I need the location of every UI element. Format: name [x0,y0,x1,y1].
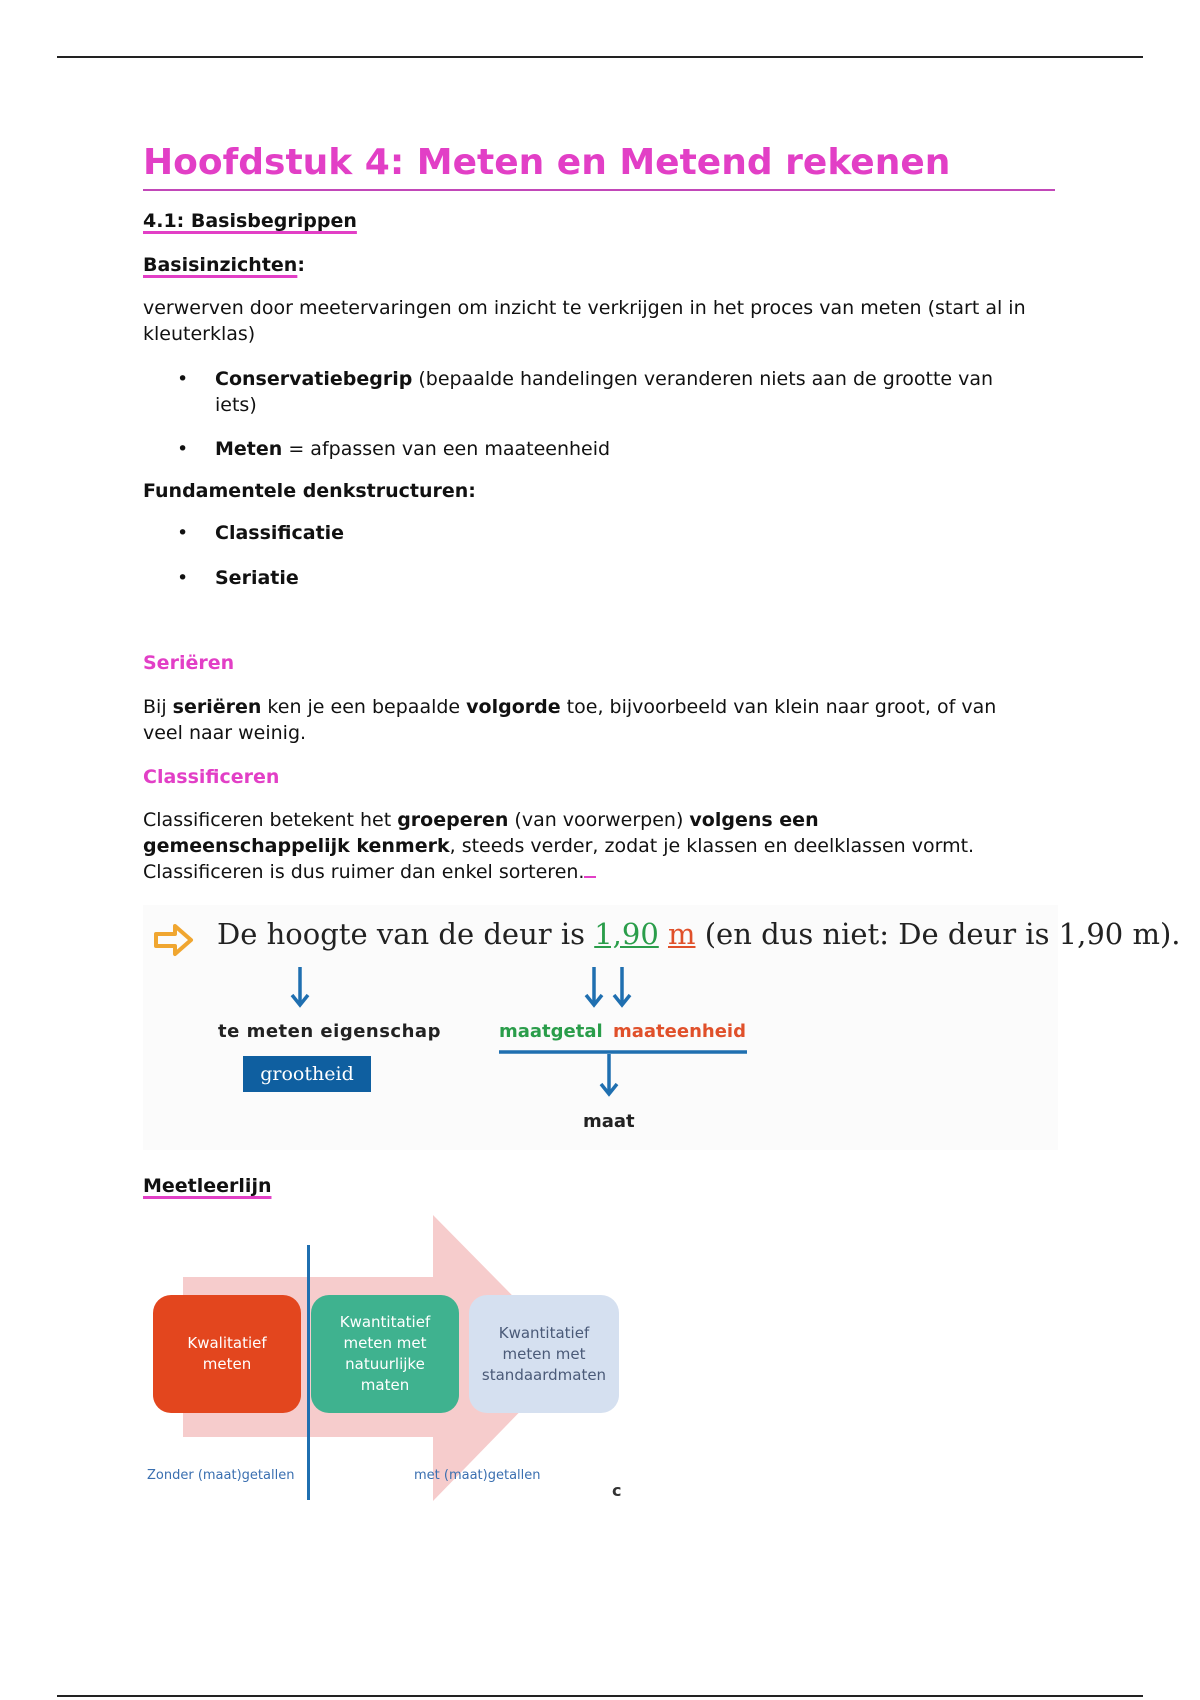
section-heading: 4.1: Basisbegrippen [143,210,357,232]
box-text: meten [202,1355,252,1373]
text-bold: groeperen [397,809,509,831]
bullet: • [177,438,189,460]
text-run: Classificeren is dus ruimer dan enkel sorteren. [143,861,585,883]
basisinzichten-colon: : [297,254,305,276]
text-run: ken je een bepaalde [261,696,467,718]
term-desc: (bepaalde handelingen veranderen niets aan de grootte van [412,368,994,390]
maatgetal-value: 1,90 [594,917,659,951]
box-text: natuurlijke [345,1355,425,1373]
text-bold: volgens een [689,809,819,831]
text-bold: volgorde [466,696,561,718]
label-maatgetal: maatgetal [499,1021,603,1042]
text-run: Bij [143,696,173,718]
box-text: Kwantitatief [339,1313,431,1331]
basisinzichten-label: Basisinzichten [143,254,298,276]
divider-line [307,1245,310,1500]
bullet: • [177,567,189,589]
term: Meten [215,438,283,460]
term: Conservatiebegrip [215,368,413,390]
maateenheid-value: m [668,917,696,951]
list-item-text: Classificatie [215,522,345,544]
page-title: Hoofdstuk 4: Meten en Metend rekenen [143,141,1055,191]
list-item-text: Seriatie [215,567,299,589]
box-text: meten met [502,1344,586,1363]
box-text: Kwantitatief [498,1323,590,1342]
text-bold: seriëren [172,696,262,718]
meetleerlijn-heading: Meetleerlijn [143,1175,272,1197]
caption-zonder: Zonder (maat)getallen [147,1468,295,1483]
meetleerlijn-diagram [143,1215,643,1505]
classificeren-text [143,807,1073,885]
text-run: , steeds verder, zodat je klassen en deelklassen vormt. [449,835,975,857]
text-run: Classificeren betekent het [143,809,398,831]
box-text: maten [360,1376,410,1394]
sentence-part: De hoogte van de deur is [217,917,595,951]
term-desc-cont: iets) [215,394,257,416]
text-bold: gemeenschappelijk kenmerk [143,835,450,857]
list-item-text [215,436,1055,462]
mark-c: c [612,1481,622,1500]
classificeren-heading: Classificeren [143,766,280,788]
measurement-figure [143,905,1181,1150]
fundamentele-heading: Fundamentele denkstructuren: [143,480,476,502]
text-run: veel naar weinig. [143,722,307,744]
kwantitatief-natuurlijk-box [311,1295,459,1413]
label-te-meten-eigenschap: te meten eigenschap [218,1021,441,1042]
kwantitatief-standaard-box [469,1295,619,1413]
grootheid-box [243,1056,371,1092]
top-rule [57,56,1143,58]
label-maat: maat [583,1111,635,1132]
list-item-text [215,366,1055,418]
text-run: toe, bijvoorbeeld van klein naar groot, of van [560,696,997,718]
sentence-part: (en dus niet: De deur is 1,90 m). [695,917,1181,951]
cursor-mark [584,862,596,878]
box-text: Kwalitatief [187,1334,267,1352]
serieren-text [143,694,1073,746]
basisinzichten-text: verwerven door meetervaringen om inzicht te verkrijgen in het proces van meten (start al in kleuterklas) [143,297,1026,345]
bullet: • [177,368,189,390]
basisinzichten-heading [143,254,305,276]
caption-met: met (maat)getallen [414,1468,541,1483]
box-text: meten met [343,1334,427,1352]
text-run: (van voorwerpen) [508,809,690,831]
term-desc: = afpassen van een maateenheid [282,438,611,460]
box-text: standaardmaten [481,1365,607,1384]
serieren-heading: Seriëren [143,652,235,674]
kwalitatief-box [153,1295,301,1413]
bullet: • [177,522,189,544]
bottom-rule [57,1695,1143,1697]
label-maateenheid: maateenheid [613,1021,746,1042]
grootheid-label: grootheid [260,1063,354,1085]
